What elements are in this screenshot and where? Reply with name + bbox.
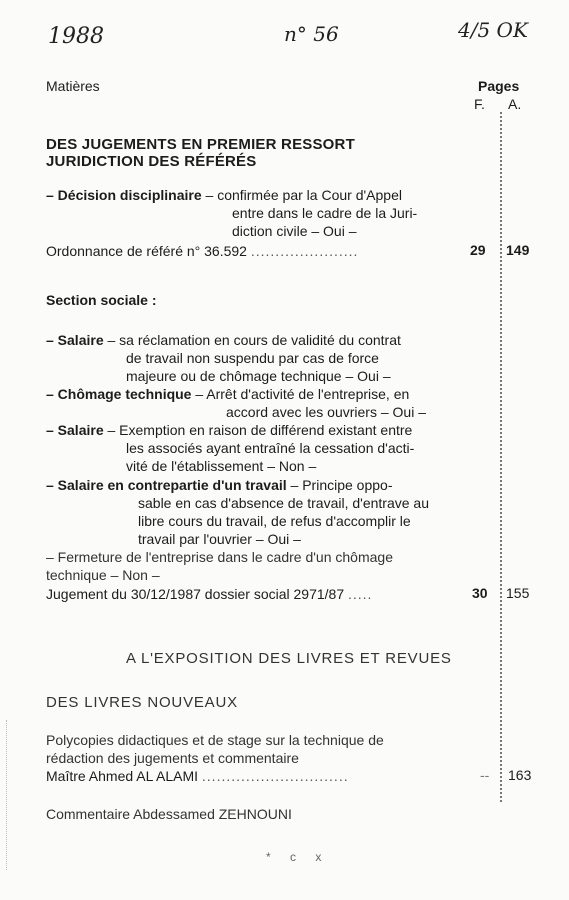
page-a: 163 [508,767,532,783]
section-title-referes: JURIDICTION DES RÉFÉRÉS [46,153,257,170]
section-title-jugements: DES JUGEMENTS EN PREMIER RESSORT [46,136,355,153]
entry-text: – sa réclamation en cours de validité du contrat [103,332,401,348]
entry-text-line: technique – Non – [46,567,160,583]
entry-polycopies: Polycopies didactiques et de stage sur la technique de [46,732,384,748]
reference-text: Ordonnance de référé n° 36.592 [46,243,247,259]
entry-text-line: libre cours du travail, de refus d'accomplir le [138,513,411,529]
page-f: 29 [470,242,486,258]
entry-text-line: travail par l'ouvrier – Oui – [138,531,301,547]
entry-text-line: vité de l'établissement – Non – [126,458,317,474]
leader-dots: ..... [348,586,373,602]
section-sociale: Section sociale : [46,292,157,308]
header-col-a: A. [508,96,522,112]
entry-salaire-contrepartie [46,476,392,494]
entry-commentaire: Commentaire Abdessamed ZEHNOUNI [46,806,292,822]
page-a: 149 [506,242,530,258]
entry-text-line: entre dans le cadre de la Juri- [232,205,418,221]
page-column-divider [500,112,502,802]
reference-text: Jugement du 30/12/1987 dossier social 2971/87 [46,586,345,602]
entry-chomage-technique [46,385,409,403]
section-title-exposition: A L'EXPOSITION DES LIVRES ET REVUES [126,650,452,667]
footer-mark: * c x [266,850,330,864]
page-f: -- [480,767,490,783]
entry-text-line: les associés ayant entraîné la cessation d'acti- [126,440,415,456]
header-matieres: Matières [46,78,100,94]
leader-dots: .............................. [201,768,349,784]
entry-text-line: diction civile – Oui – [232,223,357,239]
handwritten-year: 1988 [48,24,104,49]
entry-salaire-1 [46,331,401,349]
page-a: 155 [506,585,530,601]
entry-reference [46,242,358,260]
entry-salaire-2 [46,421,412,439]
entry-label: – Salaire [46,422,104,438]
header-pages: Pages [478,78,520,94]
entry-text: – confirmée par la Cour d'Appel [201,187,402,203]
section-title-livres-nouveaux: DES LIVRES NOUVEAUX [46,694,238,711]
header-col-f: F. [474,96,485,112]
entry-text: – Principe oppo- [286,477,393,493]
entry-text-line: accord avec les ouvriers – Oui – [226,404,426,420]
entry-text-line: majeure ou de chômage technique – Oui – [126,368,391,384]
entry-reference [46,585,372,603]
reference-text: Maître Ahmed AL ALAMI [46,768,199,784]
page-f: 30 [472,585,488,601]
entry-label: – Chômage technique [46,386,192,402]
entry-label: – Décision disciplinaire [46,187,202,203]
entry-fermeture: – Fermeture de l'entreprise dans le cadre d'un chômage [46,549,393,565]
entry-reference [46,767,349,785]
scan-edge-mark [6,720,7,870]
leader-dots: ...................... [250,243,359,259]
entry-text-line: de travail non suspendu par cas de force [126,350,379,366]
handwritten-number: n° 56 [284,22,339,46]
entry-decision-disciplinaire [46,186,402,204]
entry-label: – Salaire [46,332,104,348]
handwritten-note: 4/5 OK [458,18,528,42]
entry-label: – Salaire en contrepartie d'un travail [46,477,287,493]
entry-text-line: sable en cas d'absence de travail, d'entrave au [138,495,429,511]
entry-text: – Exemption en raison de différend existant entre [103,422,413,438]
entry-text-line: rédaction des jugements et commentaire [46,750,299,766]
entry-text: – Arrêt d'activité de l'entreprise, en [191,386,410,402]
